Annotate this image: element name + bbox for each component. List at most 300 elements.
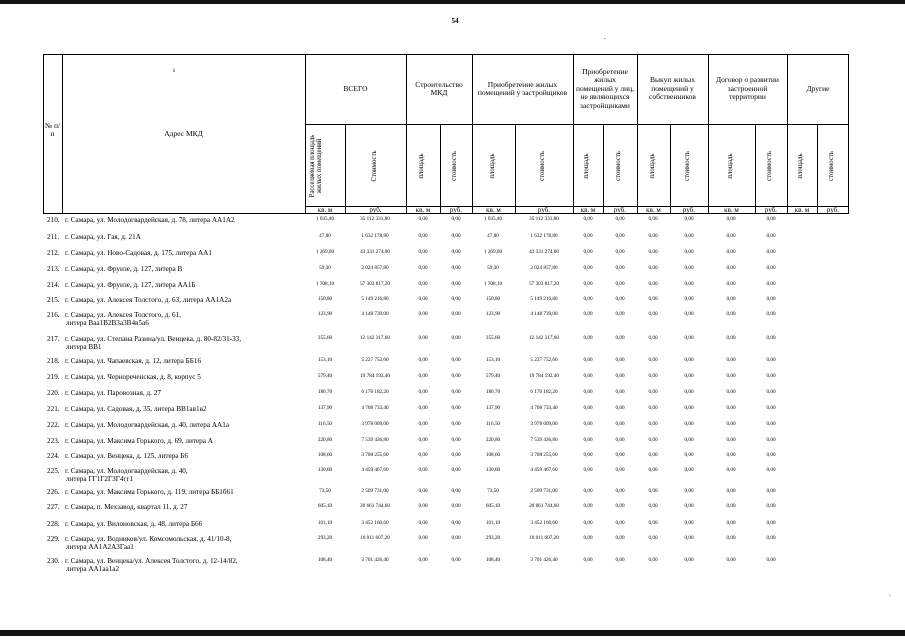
grid-line-vertical — [603, 124, 604, 214]
row-value: 0,00 — [418, 296, 428, 302]
row-value: 0,00 — [615, 265, 625, 271]
row-value: 137,90 — [317, 405, 333, 411]
row-value: 0,00 — [583, 467, 593, 473]
row-value: 0,00 — [418, 535, 428, 541]
row-value: 180,70 — [317, 389, 333, 395]
sub-column-header: стоимость — [451, 151, 458, 181]
row-value: 0,00 — [726, 357, 736, 363]
row-value: 2 024 857,80 — [530, 265, 558, 271]
row-address: г. Самара, ул. Вилоновская, д. 48, литера Б66 — [65, 520, 203, 528]
unit-label: кв. м — [646, 206, 661, 214]
row-value: 220,80 — [317, 437, 333, 443]
row-value: 0,00 — [684, 216, 694, 222]
row-value: 0,00 — [451, 488, 461, 494]
row-value: 43 331 274,00 — [529, 249, 559, 255]
row-number: 217. — [47, 335, 60, 343]
row-address: г. Самара, ул. Максима Горького, д. 69, литера А — [65, 437, 213, 445]
row-value: 153,10 — [485, 357, 501, 363]
row-value: 101,10 — [317, 520, 333, 526]
row-address: г. Самара, ул. Степана Разина/ул. Венцека, д. 80-82/31-33, литера ВВ1 — [65, 335, 242, 352]
row-value: 0,00 — [766, 335, 776, 341]
row-value: 0,00 — [684, 520, 694, 526]
row-address: г. Самара, ул. Ново-Садовая, д. 175, литера АА1 — [65, 249, 212, 257]
row-value: 0,00 — [418, 503, 428, 509]
row-value: 59,30 — [319, 265, 331, 271]
row-address: г. Самара, ул. Паровозная, д. 27 — [65, 389, 161, 397]
row-number: 216. — [47, 311, 60, 319]
address-col-header: Адрес МКД — [164, 128, 203, 138]
row-value: 0,00 — [648, 557, 658, 563]
row-value: 0,00 — [726, 389, 736, 395]
row-value: 0,00 — [451, 265, 461, 271]
group-header: Приобретение жилых помещений у лиц, не являющихся застройщиками — [576, 67, 634, 110]
row-value: 153,10 — [317, 357, 333, 363]
row-value: 0,00 — [648, 405, 658, 411]
row-value: 0,00 — [726, 557, 736, 563]
row-value: 0,00 — [615, 281, 625, 287]
row-value: 0,00 — [648, 389, 658, 395]
grid-line-vertical — [305, 54, 306, 214]
row-value: 116,50 — [485, 421, 501, 427]
row-value: 3 708 255,60 — [361, 452, 389, 458]
row-value: 19 784 192,40 — [529, 373, 559, 379]
row-value: 0,00 — [451, 405, 461, 411]
row-value: 0,00 — [648, 249, 658, 255]
row-value: 0,00 — [583, 503, 593, 509]
unit-label: руб. — [826, 206, 840, 214]
row-value: 1 632 178,80 — [530, 233, 558, 239]
group-header: Приобретение жилых помещений у застройщиков — [477, 79, 568, 97]
row-address: г. Самара, ул. Фрунзе, д. 127, литера АА1Б — [65, 281, 196, 289]
row-value: 0,00 — [583, 216, 593, 222]
row-value: 0,00 — [615, 557, 625, 563]
row-value: 1 269,00 — [315, 249, 335, 255]
row-number: 222. — [47, 421, 60, 429]
row-value: 0,00 — [766, 357, 776, 363]
row-value: 0,00 — [418, 520, 428, 526]
row-value: 59,30 — [487, 265, 499, 271]
unit-label: кв. м — [580, 206, 596, 214]
row-value: 0,00 — [766, 216, 776, 222]
row-value: 3 452 160,60 — [530, 520, 558, 526]
row-value: 35 112 331,80 — [360, 216, 390, 222]
row-value: 0,00 — [583, 265, 593, 271]
row-value: 0,00 — [726, 265, 736, 271]
row-value: 6 170 182,20 — [361, 389, 389, 395]
unit-label: руб. — [369, 206, 382, 214]
row-value: 47,80 — [487, 233, 499, 239]
grid-line-horizontal — [305, 124, 849, 125]
row-value: 0,00 — [766, 437, 776, 443]
row-value: 10 011 607,20 — [529, 535, 559, 541]
row-value: 0,00 — [418, 373, 428, 379]
row-number: 223. — [47, 437, 60, 445]
row-value: 0,00 — [615, 296, 625, 302]
row-value: 4 148 739,00 — [530, 311, 558, 317]
row-number: 225. — [47, 467, 60, 475]
row-value: 605,10 — [317, 503, 333, 509]
sub-column-header: площадь — [583, 153, 590, 179]
grid-line-vertical — [440, 124, 441, 214]
row-value: 0,00 — [684, 233, 694, 239]
group-header: Договор о развитии застроенной территории — [716, 75, 779, 102]
row-value: 0,00 — [766, 233, 776, 239]
row-value: 4 459 467,60 — [361, 467, 389, 473]
row-value: 0,00 — [684, 405, 694, 411]
row-value: 0,00 — [726, 405, 736, 411]
row-value: 0,00 — [648, 265, 658, 271]
bottom-border-bar — [0, 630, 905, 636]
row-number: 228. — [47, 520, 60, 528]
row-value: 0,00 — [451, 389, 461, 395]
row-value: 150,80 — [317, 296, 333, 302]
row-value: 0,00 — [766, 373, 776, 379]
row-value: 3 978 009,00 — [361, 421, 389, 427]
row-address: г. Самара, ул. Водников/ул. Комсомольская, д. 41/10-8, литера АА1А2А3Гаа1 — [65, 535, 232, 552]
row-value: 0,00 — [583, 520, 593, 526]
row-value: 20 661 744,60 — [360, 503, 390, 509]
row-value: 0,00 — [451, 357, 461, 363]
row-value: 1 632 178,80 — [361, 233, 389, 239]
unit-label: руб. — [613, 206, 627, 214]
row-value: 108,60 — [317, 452, 333, 458]
row-value: 0,00 — [451, 452, 461, 458]
row-value: 0,00 — [451, 249, 461, 255]
row-value: 0,00 — [766, 281, 776, 287]
row-value: 0,00 — [418, 249, 428, 255]
row-value: 0,00 — [648, 535, 658, 541]
row-value: 0,00 — [418, 216, 428, 222]
row-value: 0,00 — [418, 421, 428, 427]
row-value: 1 035,40 — [315, 216, 335, 222]
row-value: 293,20 — [485, 535, 501, 541]
row-value: 0,00 — [615, 452, 625, 458]
row-value: 0,00 — [766, 249, 776, 255]
row-value: 0,00 — [583, 488, 593, 494]
row-number: 215. — [47, 296, 60, 304]
row-value: 108,60 — [485, 452, 501, 458]
sub-column-header: стоимость — [684, 151, 691, 181]
row-value: 3 701 426,40 — [530, 557, 558, 563]
row-value: 0,00 — [615, 421, 625, 427]
row-value: 0,00 — [615, 437, 625, 443]
row-value: 0,00 — [648, 373, 658, 379]
row-value: 3 701 426,40 — [361, 557, 389, 563]
sub-column-header: площадь — [797, 153, 804, 179]
row-number: 218. — [47, 357, 60, 365]
row-value: 47,80 — [319, 233, 331, 239]
row-value: 0,00 — [615, 520, 625, 526]
row-value: 0,00 — [583, 296, 593, 302]
row-value: 3 452 160,60 — [361, 520, 389, 526]
row-value: 0,00 — [766, 503, 776, 509]
row-value: 0,00 — [684, 557, 694, 563]
row-value: 0,00 — [583, 557, 593, 563]
row-value: 123,90 — [317, 311, 333, 317]
row-value: 3 708 255,60 — [530, 452, 558, 458]
row-value: 0,00 — [451, 281, 461, 287]
row-value: 0,00 — [451, 557, 461, 563]
row-value: 0,00 — [583, 335, 593, 341]
row-value: 5 149 216,80 — [361, 296, 389, 302]
row-value: 0,00 — [766, 520, 776, 526]
row-value: 0,00 — [726, 467, 736, 473]
row-value: 0,00 — [615, 535, 625, 541]
row-value: 0,00 — [684, 249, 694, 255]
unit-label: руб. — [682, 206, 696, 214]
row-value: 0,00 — [451, 296, 461, 302]
row-address: г. Самара, ул. Молодогвардейская, д. 40, литера АА1а — [65, 421, 230, 429]
row-value: 0,00 — [648, 216, 658, 222]
row-value: 0,00 — [726, 216, 736, 222]
row-value: 0,00 — [451, 421, 461, 427]
row-value: 0,00 — [726, 520, 736, 526]
row-value: 2 509 731,00 — [530, 488, 558, 494]
row-address: г. Самара, ул. Чапаевская, д. 12, литера ББ16 — [65, 357, 202, 365]
row-value: 4 708 733,40 — [530, 405, 558, 411]
row-value: 10 011 607,20 — [360, 535, 390, 541]
sub-column-header: стоимость — [615, 151, 622, 181]
row-value: 0,00 — [615, 488, 625, 494]
row-value: 0,00 — [648, 437, 658, 443]
grid-line-vertical — [406, 54, 407, 214]
row-value: 0,00 — [418, 389, 428, 395]
sub-column-header: площадь — [648, 153, 656, 179]
row-value: 5 227 752,60 — [361, 357, 389, 363]
row-value: 0,00 — [583, 437, 593, 443]
row-number: 211. — [47, 233, 60, 241]
row-value: 0,00 — [615, 467, 625, 473]
row-number: 220. — [47, 389, 60, 397]
row-value: 0,00 — [451, 216, 461, 222]
row-value: 0,00 — [615, 335, 625, 341]
scan-mark: ı — [173, 66, 175, 74]
row-number: 227. — [47, 503, 60, 511]
row-value: 0,00 — [418, 357, 428, 363]
row-value: 0,00 — [418, 437, 428, 443]
row-value: 0,00 — [766, 452, 776, 458]
grid-line-vertical — [708, 54, 709, 214]
row-value: 0,00 — [766, 405, 776, 411]
row-value: 0,00 — [684, 452, 694, 458]
row-value: 0,00 — [451, 311, 461, 317]
sub-column-header: площадь — [726, 153, 734, 179]
grid-line-vertical — [345, 124, 346, 214]
row-value: 0,00 — [418, 488, 428, 494]
row-value: 0,00 — [684, 437, 694, 443]
row-value: 0,00 — [418, 405, 428, 411]
row-value: 0,00 — [726, 437, 736, 443]
row-value: 2 024 857,80 — [361, 265, 389, 271]
row-value: 0,00 — [648, 520, 658, 526]
row-value: 0,00 — [451, 503, 461, 509]
row-number: 213. — [47, 265, 60, 273]
unit-label: руб. — [537, 206, 551, 214]
row-value: 0,00 — [726, 233, 736, 239]
row-value: 0,00 — [726, 452, 736, 458]
row-value: 0,00 — [418, 452, 428, 458]
row-value: 0,00 — [726, 249, 736, 255]
row-value: 0,00 — [684, 467, 694, 473]
row-value: 130,60 — [317, 467, 333, 473]
row-value: 0,00 — [583, 405, 593, 411]
row-address: г. Самара, ул. Алексея Толстого, д. 63, литера АА1А2а — [65, 296, 232, 304]
row-value: 0,00 — [583, 421, 593, 427]
row-value: 579,40 — [317, 373, 333, 379]
unit-label: руб. — [764, 206, 778, 214]
sub-column-header: Расселяемая площадь жилых помещений — [309, 134, 324, 198]
row-value: 0,00 — [726, 503, 736, 509]
row-value: 73,50 — [319, 488, 331, 494]
row-value: 0,00 — [648, 311, 658, 317]
row-value: 0,00 — [766, 389, 776, 395]
row-value: 4 459 467,60 — [530, 467, 558, 473]
group-header: Другие — [806, 83, 830, 93]
row-number: 221. — [47, 405, 60, 413]
row-address: г. Самара, ул. Чернореченская, д. 8, корпус 5 — [65, 373, 201, 381]
row-value: 0,00 — [583, 233, 593, 239]
row-value: 0,00 — [583, 311, 593, 317]
row-value: 0,00 — [615, 311, 625, 317]
sub-column-header: стоимость — [828, 151, 835, 181]
sub-column-header: площадь — [488, 153, 496, 179]
row-value: 0,00 — [418, 467, 428, 473]
row-value: 180,70 — [485, 389, 501, 395]
row-number: 230. — [47, 557, 60, 565]
row-value: 0,00 — [583, 452, 593, 458]
row-value: 6 170 182,20 — [530, 389, 558, 395]
row-value: 0,00 — [648, 467, 658, 473]
row-value: 0,00 — [648, 488, 658, 494]
row-value: 0,00 — [648, 296, 658, 302]
row-value: 20 661 744,60 — [529, 503, 559, 509]
grid-line-vertical — [472, 54, 473, 214]
row-value: 0,00 — [726, 488, 736, 494]
row-value: 0,00 — [648, 452, 658, 458]
row-address: г. Самара, ул. Гая, д. 21А — [65, 233, 141, 241]
row-value: 0,00 — [583, 389, 593, 395]
grid-line-vertical — [670, 124, 671, 214]
row-value: 57 303 817,20 — [529, 281, 559, 287]
row-value: 1 269,00 — [483, 249, 503, 255]
row-number: 224. — [47, 452, 60, 460]
row-value: 0,00 — [615, 249, 625, 255]
row-value: 0,00 — [615, 373, 625, 379]
row-value: 0,00 — [684, 335, 694, 341]
unit-label: кв. м — [486, 206, 501, 214]
row-value: 5 149 216,80 — [530, 296, 558, 302]
row-value: 355,60 — [317, 335, 333, 341]
row-value: 220,80 — [485, 437, 501, 443]
row-value: 12 142 317,60 — [529, 335, 559, 341]
row-value: 0,00 — [726, 373, 736, 379]
row-value: 0,00 — [766, 557, 776, 563]
row-value: 0,00 — [766, 311, 776, 317]
group-header: ВСЕГО — [343, 83, 368, 93]
row-value: 123,90 — [485, 311, 501, 317]
row-value: 0,00 — [615, 389, 625, 395]
row-number: 226. — [47, 488, 60, 496]
grid-line-vertical — [573, 54, 574, 214]
row-value: 2 509 731,00 — [361, 488, 389, 494]
grid-line-vertical — [515, 124, 516, 214]
row-address: г. Самара, ул. Максима Горького, д. 119, литера ББ1б61 — [65, 488, 234, 496]
row-value: 355,60 — [485, 335, 501, 341]
row-number: 210. — [47, 216, 60, 224]
row-value: 0,00 — [418, 557, 428, 563]
row-value: 0,00 — [766, 265, 776, 271]
row-number: 212. — [47, 249, 60, 257]
row-value: 12 142 317,60 — [360, 335, 390, 341]
sub-column-header: стоимость — [766, 151, 773, 181]
row-value: 0,00 — [648, 421, 658, 427]
row-value: 0,00 — [684, 535, 694, 541]
row-value: 73,50 — [487, 488, 499, 494]
unit-label: кв. м — [317, 206, 333, 214]
row-value: 0,00 — [583, 535, 593, 541]
row-value: 0,00 — [451, 437, 461, 443]
row-value: 0,00 — [684, 503, 694, 509]
row-address: г. Самара, ул. Венцека, д. 125, литера Б6 — [65, 452, 188, 460]
row-value: 0,00 — [684, 281, 694, 287]
row-value: 43 331 274,00 — [360, 249, 390, 255]
row-value: 3 978 009,00 — [530, 421, 558, 427]
unit-label: руб. — [449, 206, 463, 214]
row-value: 0,00 — [684, 373, 694, 379]
sub-column-header: стоимость — [539, 151, 546, 181]
row-value: 293,20 — [317, 535, 333, 541]
row-value: 0,00 — [648, 357, 658, 363]
row-value: 0,00 — [684, 357, 694, 363]
row-value: 0,00 — [451, 373, 461, 379]
row-value: 0,00 — [615, 405, 625, 411]
scan-dot: . — [889, 590, 891, 598]
row-value: 0,00 — [684, 296, 694, 302]
row-address: г. Самара, п. Мехзавод, квартал 11, д. 27 — [65, 503, 188, 511]
row-value: 5 227 752,60 — [530, 357, 558, 363]
sub-column-header: площадь — [418, 153, 425, 179]
row-value: 108,40 — [485, 557, 501, 563]
page-number: 54 — [451, 17, 459, 25]
row-value: 0,00 — [766, 535, 776, 541]
row-value: 0,00 — [684, 421, 694, 427]
row-value: 0,00 — [684, 488, 694, 494]
row-value: 0,00 — [583, 249, 593, 255]
row-value: 1 708,10 — [483, 281, 503, 287]
row-value: 150,80 — [485, 296, 501, 302]
unit-label: кв. м — [724, 206, 739, 214]
row-value: 1 708,10 — [315, 281, 335, 287]
row-value: 0,00 — [418, 335, 428, 341]
unit-label: кв. м — [794, 206, 810, 214]
row-value: 130,60 — [485, 467, 501, 473]
row-value: 0,00 — [418, 233, 428, 239]
num-col-header: № п/п — [44, 120, 61, 138]
row-value: 101,10 — [485, 520, 501, 526]
sub-column-header: Стоимость — [370, 150, 378, 182]
row-value: 0,00 — [615, 216, 625, 222]
row-value: 1 035,40 — [483, 216, 503, 222]
row-value: 0,00 — [726, 335, 736, 341]
row-value: 0,00 — [648, 503, 658, 509]
row-value: 0,00 — [684, 389, 694, 395]
row-value: 0,00 — [451, 520, 461, 526]
grid-line-vertical — [787, 54, 788, 214]
row-number: 229. — [47, 535, 60, 543]
row-value: 0,00 — [583, 281, 593, 287]
row-address: г. Самара, ул. Садовая, д. 35, литера ВВ1ав1в2 — [65, 405, 207, 413]
grid-line-vertical — [817, 124, 818, 214]
